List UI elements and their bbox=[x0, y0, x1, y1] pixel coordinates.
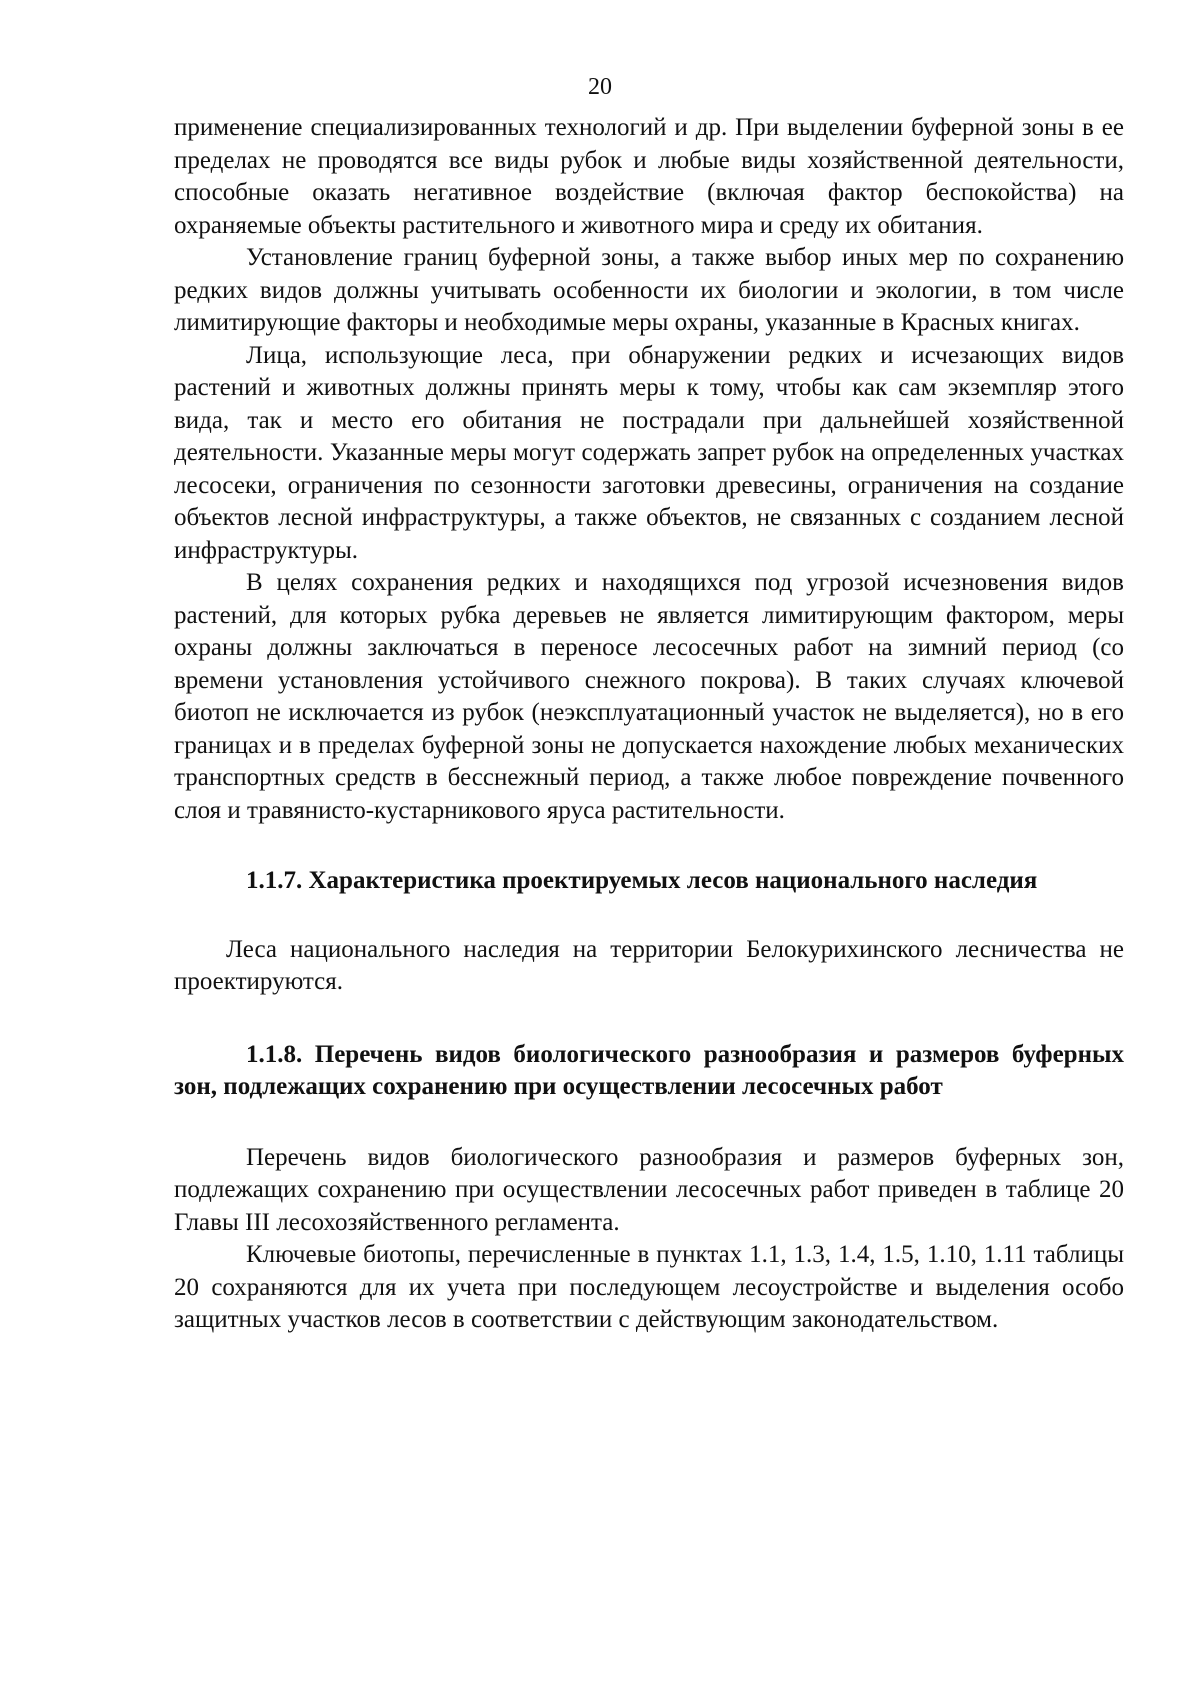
paragraph-forest-users: Лица, использующие леса, при обнаружении редких и исчезающих видов растений и животных должны принять меры к тому, чтобы как сам экземпляр этого вида, так и место его обитания не пострадали при дальнейшей хозяйственной деятельности. Указанные меры могут содержать запрет рубок на определенных участках лесосеки, ограничения по сезонности заготовки древесины, ограничения на создание объектов лесной инфраструктуры, а также объектов, не связанных с созданием лесной инфраструктуры. bbox=[174, 341, 1124, 564]
paragraph-continuation: применение специализированных технологий и др. При выделении буферной зоны в ее пределах не проводятся все виды рубок и любые виды хозяйственной деятельности, способные оказать негативное воздействие (включая фактор беспокойства) на охраняемые объекты растительного и животного мира и среду их обитания. bbox=[174, 114, 1124, 239]
page-number: 20 bbox=[588, 74, 612, 100]
paragraph-winter-period: В целях сохранения редких и находящихся под угрозой исчезновения видов растений, для которых рубка деревьев не является лимитирующим фактором, меры охраны должны заключаться в переносе лесосечных работ на зимний период (со времени установления устойчивого снежного покрова). В таких случаях ключевой биотоп не исключается из рубок (неэксплуатационный участок не выделяется), но в его границах и в пределах буферной зоны не допускается нахождение любых механических транспортных средств в бесснежный период, а также любое повреждение почвенного слоя и травянисто-кустарникового яруса растительности. bbox=[174, 569, 1124, 824]
paragraph-buffer-zone-borders: Установление границ буферной зоны, а также выбор иных мер по сохранению редких видов должны учитывать особенности их биологии и экологии, в том числе лимитирующие факторы и необходимые меры охраны, указанные в Красных книгах. bbox=[174, 244, 1124, 336]
paragraph-national-heritage: Леса национального наследия на территории Белокурихинского лесничества не проектируются. bbox=[174, 935, 1124, 995]
paragraph-biodiversity-list: Перечень видов биологического разнообразия и размеров буферных зон, подлежащих сохранению при осуществлении лесосечных работ приведен в таблице 20 Главы III лесохозяйственного регламента. bbox=[174, 1143, 1124, 1236]
page-content bbox=[174, 112, 1124, 1337]
paragraph-key-biotopes: Ключевые биотопы, перечисленные в пунктах 1.1, 1.3, 1.4, 1.5, 1.10, 1.11 таблицы 20 сохраняются для их учета при последующем лесоустройстве и выделения особо защитных участков лесов в соответствии с действующим законодательством. bbox=[174, 1241, 1124, 1333]
section-heading-1-1-8: 1.1.8. Перечень видов биологического разнообразия и размеров буферных зон, подлежащих сохранению при осуществлении лесосечных работ bbox=[174, 1040, 1124, 1100]
section-heading-1-1-7: 1.1.7. Характеристика проектируемых лесов национального наследия bbox=[246, 867, 1038, 894]
